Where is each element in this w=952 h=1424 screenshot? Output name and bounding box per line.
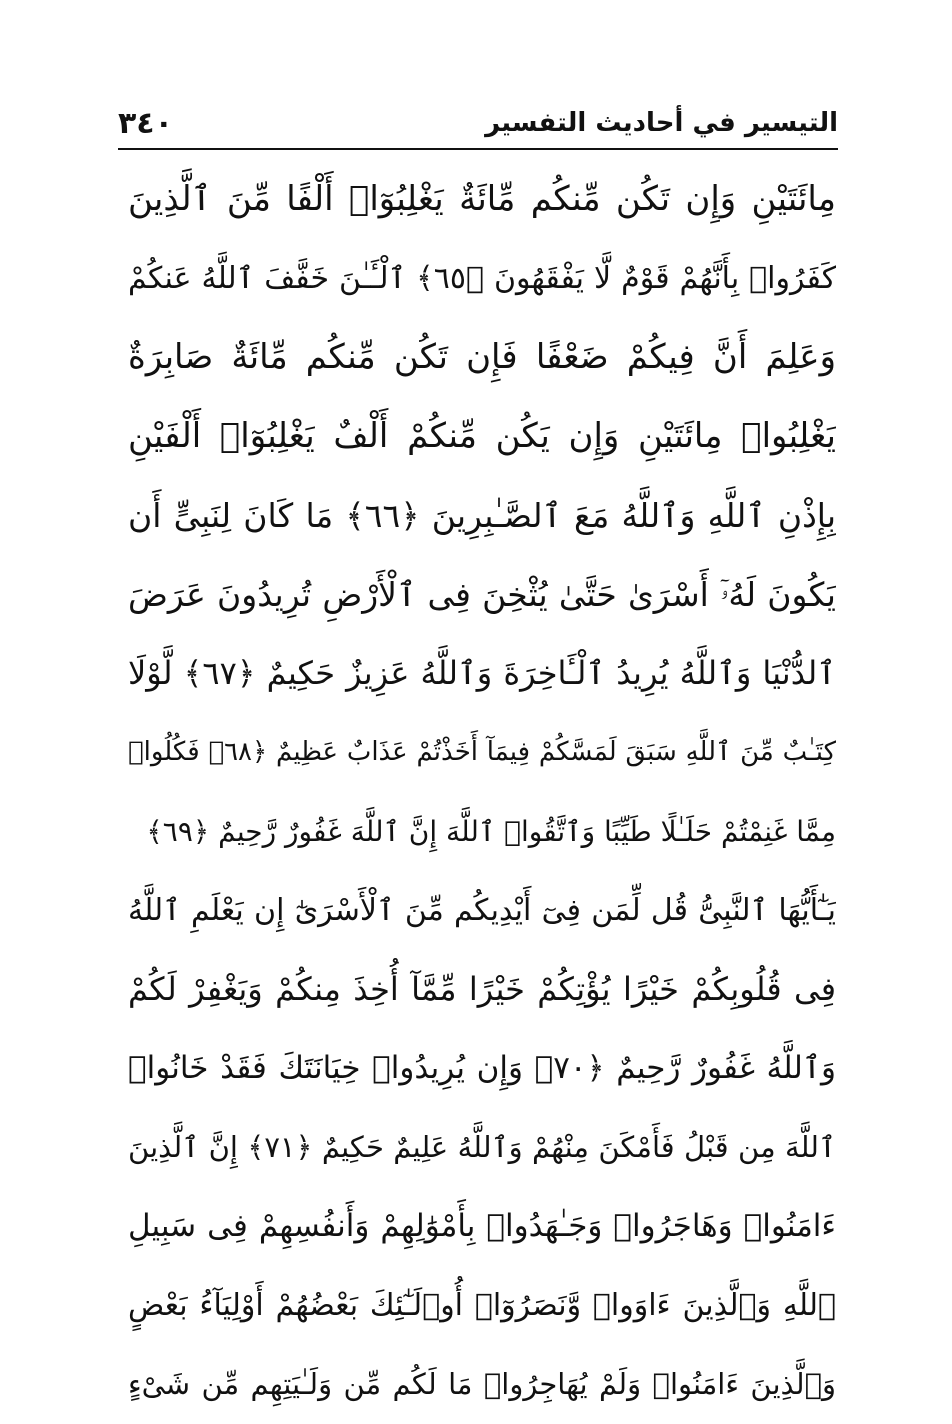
verse-line: ٱلدُّنْيَا وَٱللَّهُ يُرِيدُ ٱلْـَٔاخِرَةَ وَٱللَّهُ عَزِيزٌ حَكِيمٌ ﴿٦٧﴾ لَّوْلَا bbox=[128, 654, 836, 692]
verse-line: وَٱللَّهُ غَفُورٌ رَّحِيمٌ ﴿٧٠﴾ وَإِن يُرِيدُوا۟ خِيَانَتَكَ فَقَدْ خَانُوا۟ bbox=[128, 1050, 836, 1086]
verse-line: بِإِذْنِ ٱللَّهِ وَٱللَّهُ مَعَ ٱلصَّـٰبِرِينَ ﴿٦٦﴾ مَا كَانَ لِنَبِىٍّ أَن bbox=[128, 496, 836, 535]
verse-line: ءَامَنُوا۟ وَهَاجَرُوا۟ وَجَـٰهَدُوا۟ بِأَمْوَٰلِهِمْ وَأَنفُسِهِمْ فِى سَبِيلِ bbox=[128, 1208, 836, 1244]
header-divider bbox=[118, 148, 838, 150]
verse-line: كِتَـٰبٌ مِّنَ ٱللَّهِ سَبَقَ لَمَسَّكُمْ فِيمَآ أَخَذْتُمْ عَذَابٌ عَظِيمٌ ﴿٦٨﴾ فَكُلُوا۟ bbox=[128, 737, 836, 767]
verse-line: فِى قُلُوبِكُمْ خَيْرًا يُؤْتِكُمْ خَيْرًا مِّمَّآ أُخِذَ مِنكُمْ وَيَغْفِرْ لَكُمْ bbox=[128, 970, 836, 1008]
running-title: التيسير في أحاديث التفسير bbox=[485, 108, 838, 138]
page-number: ٣٤٠ bbox=[118, 106, 173, 141]
verse-line: وَٱلَّذِينَ ءَامَنُوا۟ وَلَمْ يُهَاجِرُوا۟ مَا لَكُم مِّن وَلَـٰيَتِهِم مِّن شَىْءٍ bbox=[128, 1367, 836, 1401]
verse-line: يَغْلِبُوا۟ مِائَتَيْنِ وَإِن يَكُن مِّنكُمْ أَلْفٌ يَغْلِبُوٓا۟ أَلْفَيْنِ bbox=[128, 416, 836, 456]
verse-line: ٱللَّهَ مِن قَبْلُ فَأَمْكَنَ مِنْهُمْ وَٱللَّهُ عَلِيمٌ حَكِيمٌ ﴿٧١﴾ إِنَّ ٱلَّذِينَ bbox=[128, 1130, 836, 1164]
verse-text-block bbox=[128, 160, 836, 1424]
verse-line: كَفَرُوا۟ بِأَنَّهُمْ قَوْمٌ لَّا يَفْقَهُونَ ﴿٦٥﴾ ٱلْـَٔـٰنَ خَفَّفَ ٱللَّهُ عَنكُمْ bbox=[128, 261, 836, 296]
verse-line: يَكُونَ لَهُۥٓ أَسْرَىٰ حَتَّىٰ يُثْخِنَ فِى ٱلْأَرْضِ تُرِيدُونَ عَرَضَ bbox=[128, 575, 836, 614]
verse-line: ٱللَّهِ وَٱلَّذِينَ ءَاوَوا۟ وَّنَصَرُوٓا۟ أُو۟لَـٰٓئِكَ بَعْضُهُمْ أَوْلِيَآءُ بَعْضٍ bbox=[128, 1288, 836, 1323]
verse-line: مِائَتَيْنِ وَإِن تَكُن مِّنكُم مِّائَةٌ يَغْلِبُوٓا۟ أَلْفًا مِّنَ ٱلَّذِينَ bbox=[128, 179, 836, 219]
page-header bbox=[118, 88, 838, 144]
verse-line: يَـٰٓأَيُّهَا ٱلنَّبِىُّ قُل لِّمَن فِىٓ أَيْدِيكُم مِّنَ ٱلْأَسْرَىٰٓ إِن يَعْلَمِ ٱللَّهُ bbox=[128, 893, 836, 928]
verse-line: وَعَلِمَ أَنَّ فِيكُمْ ضَعْفًا فَإِن تَكُن مِّنكُم مِّائَةٌ صَابِرَةٌ bbox=[128, 337, 836, 377]
verse-line: مِمَّا غَنِمْتُمْ حَلَـٰلًا طَيِّبًا وَٱتَّقُوا۟ ٱللَّهَ إِنَّ ٱللَّهَ غَفُورٌ رَّحِيمٌ ﴿٦٩﴾ bbox=[146, 815, 836, 848]
